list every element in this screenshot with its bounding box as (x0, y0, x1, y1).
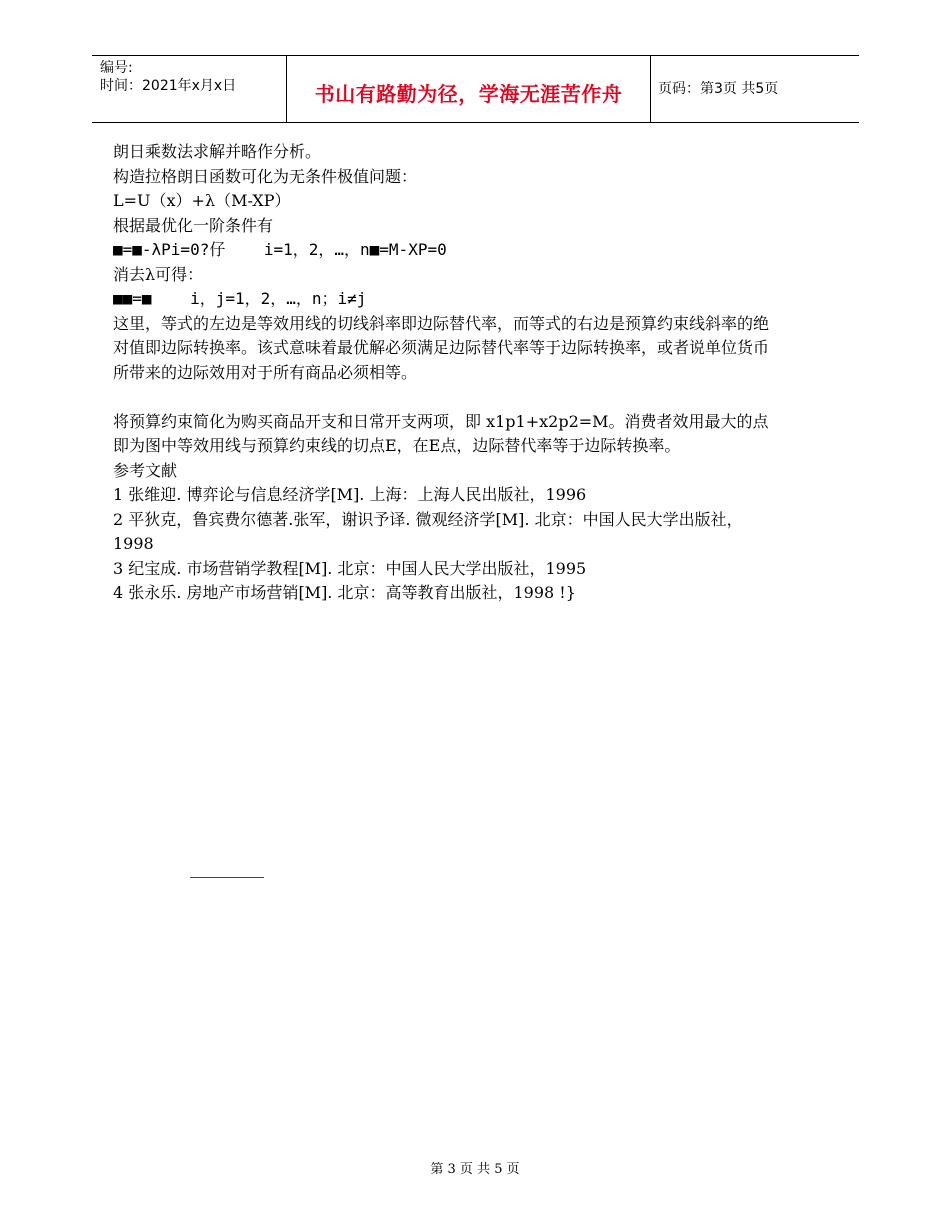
reference-item: 1 张维迎. 博弈论与信息经济学[M]. 上海：上海人民出版社，1996 (113, 485, 587, 504)
time-label: 时间：2021年x月x日 (100, 78, 237, 94)
code-label: 编号: (100, 60, 133, 76)
references-heading: 参考文献 (113, 460, 178, 480)
paragraph: 这里，等式的左边是等效用线的切线斜率即边际替代率，而等式的右边是预算约束线斜率的绝对值即边际转换率。该式意味着最优解必须满足边际替代率等于边际转换率，或者说单位货币所带来的边际效用对于所有商品必须相等。 (113, 313, 770, 382)
reference-item: 4 张永乐. 房地产市场营销[M]. 北京：高等教育出版社，1998 !} (113, 583, 576, 602)
reference-item: 2 平狄克，鲁宾费尔德著.张军，谢识予译. 微观经济学[M]. 北京：中国人民大学出版社，1998 (113, 509, 743, 553)
text-line: 构造拉格朗日函数可化为无条件极值问题： (113, 166, 418, 186)
paragraph-gap (113, 385, 773, 410)
page-number-label: 页码：第3页 共5页 (658, 81, 779, 97)
motto-text: 书山有路勤为径，学海无涯苦作舟 (314, 82, 623, 106)
page-header (92, 55, 859, 123)
document-body (113, 140, 773, 606)
formula-line: ■■=■ i，j=1，2，…，n；i≠j (113, 289, 367, 308)
text-line: 根据最优化一阶条件有 (113, 215, 274, 235)
formula-line: ■=■-λPi=0?仔 i=1，2，…，n■=M-XP=0 (113, 240, 447, 259)
paragraph: 将预算约束简化为购买商品开支和日常开支两项，即 x1p1+x2p2=M。消费者效用最大的点即为图中等效用线与预算约束线的切点E，在E点，边际替代率等于边际转换率。 (113, 411, 769, 455)
text-line: 消去λ可得： (113, 264, 204, 284)
page-footer: 第 3 页 共 5 页 (430, 1162, 520, 1177)
formula-line: L=U（x）+λ（M-XP） (113, 191, 291, 210)
header-left-cell (92, 56, 286, 122)
header-page-cell (650, 56, 859, 122)
hyperlink-underline[interactable] (190, 877, 264, 878)
reference-item: 3 纪宝成. 市场营销学教程[M]. 北京：中国人民大学出版社，1995 (113, 558, 587, 578)
header-motto-cell (286, 56, 651, 122)
text-line: 朗日乘数法求解并略作分析。 (113, 142, 322, 161)
